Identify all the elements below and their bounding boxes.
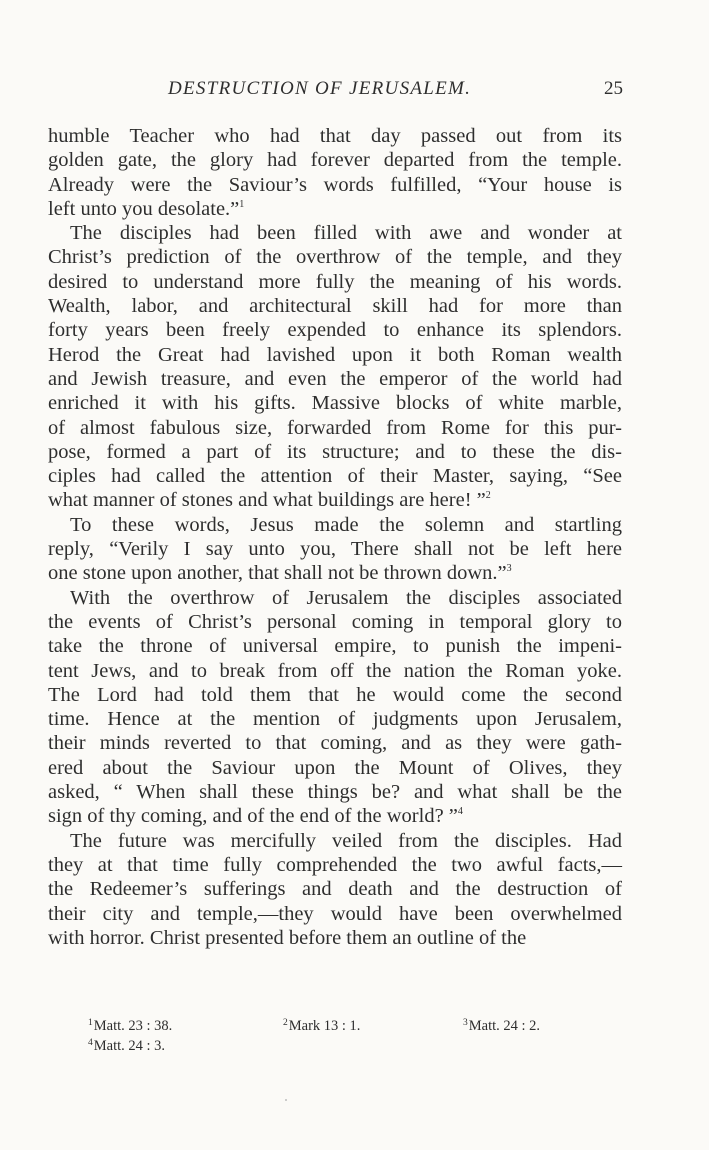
footnote-number: 4 xyxy=(88,1038,93,1048)
text-line: time. Hence at the mention of judgments upon Jerusalem, xyxy=(48,708,622,731)
text-line: Wealth, labor, and architectural skill had for more than xyxy=(48,295,622,318)
paper-speck xyxy=(285,1099,287,1101)
page-number: 25 xyxy=(604,78,623,99)
paragraph xyxy=(48,829,622,950)
text-line: what manner of stones and what buildings are here! ”$^2$ xyxy=(48,489,491,512)
text-line: Already were the Saviour’s words fulfilled, “Your house is xyxy=(48,173,622,196)
paragraph xyxy=(48,124,622,221)
page-header xyxy=(0,78,709,102)
text-line: Herod the Great had lavished upon it both Roman wealth xyxy=(48,343,622,366)
text-line: and Jewish treasure, and even the emperor of the world had xyxy=(48,367,622,390)
paragraph xyxy=(48,513,622,586)
paragraph xyxy=(48,221,622,513)
text-line: reply, “Verily I say unto you, There shall not be left here xyxy=(48,538,622,561)
text-line: The disciples had been filled with awe and wonder at xyxy=(70,222,622,245)
text-line: forty years been freely expended to enhance its splendors. xyxy=(48,319,622,342)
body-text xyxy=(48,124,622,950)
text-line: ciples had called the attention of their Master, saying, “See xyxy=(48,465,622,488)
footnote-text: Matt. 24 : 3. xyxy=(93,1038,166,1054)
footnote-3 xyxy=(463,1016,540,1036)
footnote-row xyxy=(88,1036,608,1056)
footnote-text: Matt. 24 : 2. xyxy=(468,1018,541,1034)
footnote-text: Mark 13 : 1. xyxy=(288,1018,361,1034)
text-line: asked, “ When shall these things be? and what shall be the xyxy=(48,781,622,804)
footnote-reference: 2 xyxy=(485,490,491,502)
footnote-number: 2 xyxy=(283,1018,288,1028)
paragraph xyxy=(48,586,622,829)
footnote-row xyxy=(88,1016,608,1036)
text-line: pose, formed a part of its structure; and to these the dis- xyxy=(48,440,622,463)
footnote-reference: 3 xyxy=(506,563,512,575)
text-line: sign of thy coming, and of the end of the world? ”$^4$ xyxy=(48,805,463,828)
footnote-1 xyxy=(88,1016,283,1036)
footnote-reference: 1 xyxy=(239,198,245,210)
text-line: ered about the Saviour upon the Mount of Olives, they xyxy=(48,756,622,779)
text-line: golden gate, the glory had forever departed from the temple. xyxy=(48,149,622,172)
text-line: they at that time fully comprehended the two awful facts,— xyxy=(48,853,622,876)
text-line: enriched it with his gifts. Massive blocks of white marble, xyxy=(48,392,622,415)
running-title: DESTRUCTION OF JERUSALEM. xyxy=(168,78,472,99)
text-line: desired to understand more fully the meaning of his words. xyxy=(48,270,622,293)
text-line: with horror. Christ presented before them an outline of the xyxy=(48,926,527,949)
text-line: To these words, Jesus made the solemn and startling xyxy=(70,513,622,536)
text-line: the Redeemer’s sufferings and death and the destruction of xyxy=(48,878,622,901)
footnote-4 xyxy=(88,1036,165,1056)
text-line: left unto you desolate.”$^1$ xyxy=(48,197,245,220)
text-line: The future was mercifully veiled from the disciples. Had xyxy=(70,829,622,852)
text-line: their minds reverted to that coming, and as they were gath- xyxy=(48,732,622,755)
text-line: The Lord had told them that he would come the second xyxy=(48,683,622,706)
footnote-number: 1 xyxy=(88,1018,93,1028)
text-line: the events of Christ’s personal coming in temporal glory to xyxy=(48,610,622,633)
text-line: tent Jews, and to break from off the nation the Roman yoke. xyxy=(48,659,622,682)
footnote-2 xyxy=(283,1016,463,1036)
text-line: Christ’s prediction of the overthrow of the temple, and they xyxy=(48,246,622,269)
footnote-number: 3 xyxy=(463,1018,468,1028)
footnote-text: Matt. 23 : 38. xyxy=(93,1018,173,1034)
text-line: humble Teacher who had that day passed out from its xyxy=(48,125,622,147)
text-line: one stone upon another, that shall not be thrown down.”$^3$ xyxy=(48,562,512,585)
footnotes xyxy=(88,1016,608,1056)
text-line: With the overthrow of Jerusalem the disciples associated xyxy=(70,586,622,609)
text-line: take the throne of universal empire, to punish the impeni- xyxy=(48,635,622,658)
text-line: of almost fabulous size, forwarded from Rome for this pur- xyxy=(48,416,622,439)
text-line: their city and temple,—they would have been overwhelmed xyxy=(48,902,622,925)
footnote-reference: 4 xyxy=(457,806,463,818)
